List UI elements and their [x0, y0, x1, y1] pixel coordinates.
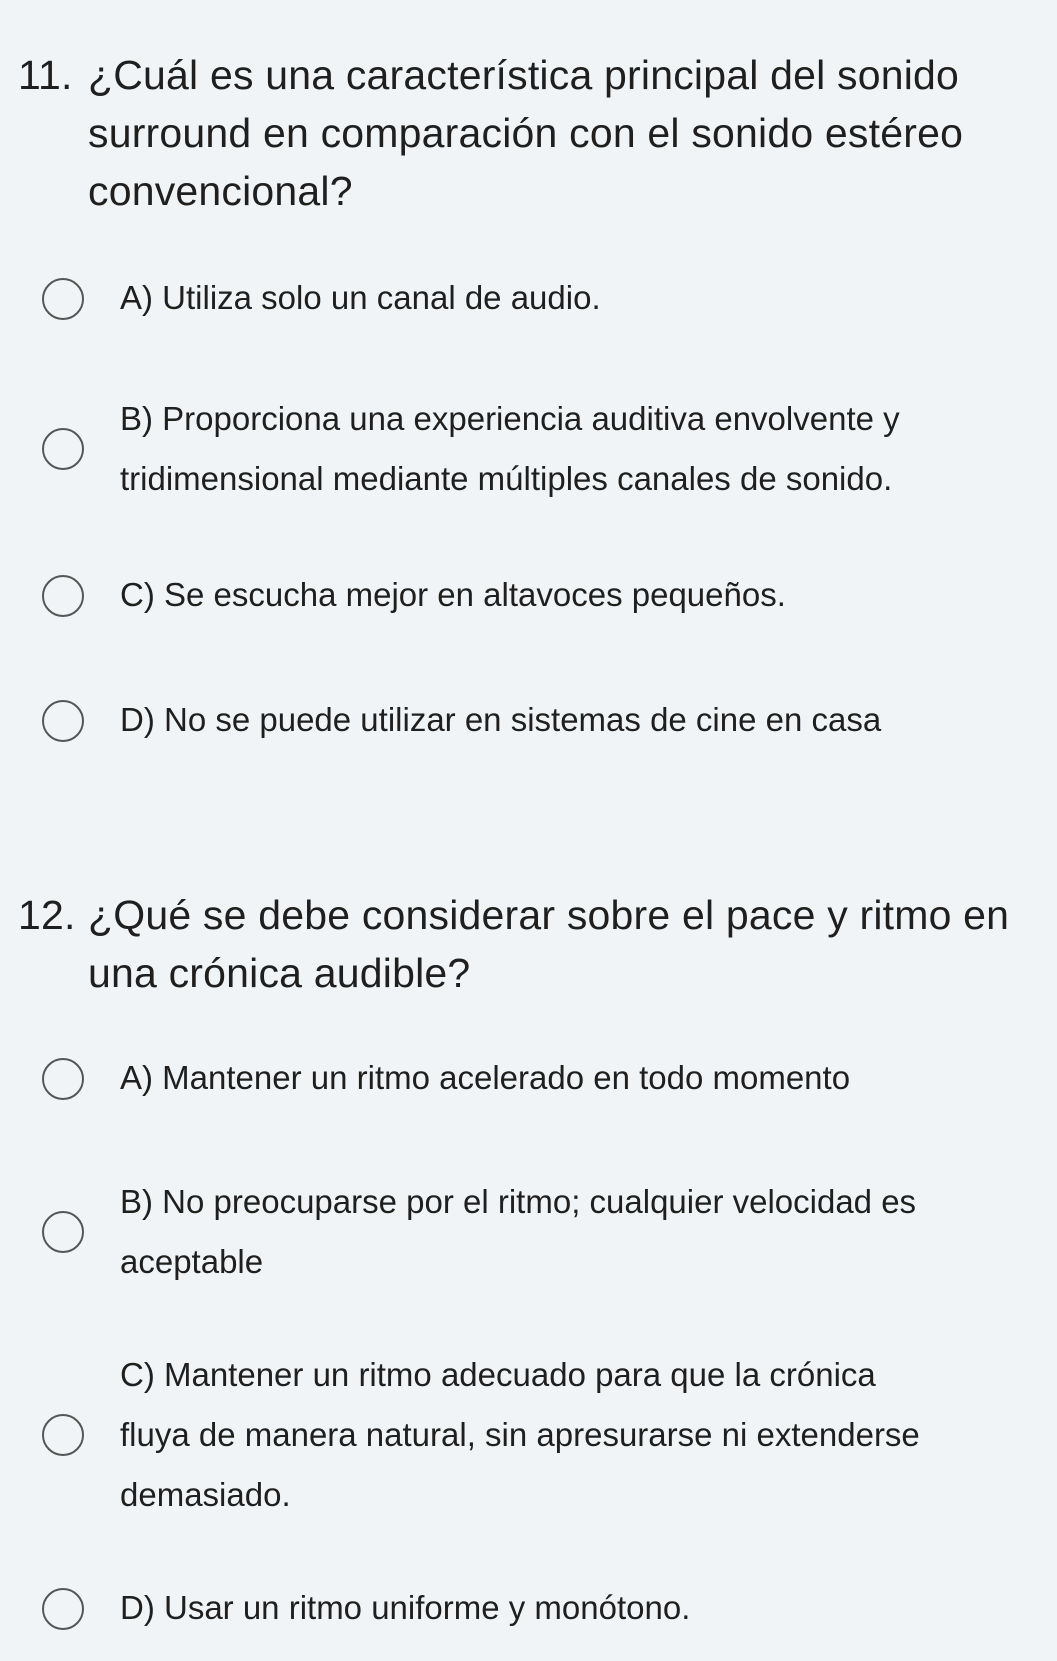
- question-title-line: ¿Cuál es una característica principal del sonido: [88, 52, 960, 98]
- option-label: C) Se escucha mejor en altavoces pequeños.: [120, 576, 786, 613]
- question-title-line: ¿Qué se debe considerar sobre el pace y ritmo en: [88, 892, 1010, 938]
- question-12-title: [18, 886, 1048, 1002]
- radio-button[interactable]: [42, 575, 84, 617]
- question-title-line: una crónica audible?: [88, 950, 471, 996]
- option-label: A) Utiliza solo un canal de audio.: [120, 279, 601, 316]
- question-number: 12.: [18, 892, 76, 938]
- radio-button[interactable]: [42, 1414, 84, 1456]
- question-number: 11.: [18, 52, 73, 98]
- option-label: C) Mantener un ritmo adecuado para que la crónica fluya de manera natural, sin apresurarse ni extenderse demasiado.: [120, 1356, 920, 1513]
- radio-button[interactable]: [42, 278, 84, 320]
- question-11-title: [18, 46, 1048, 220]
- radio-button[interactable]: [42, 1058, 84, 1100]
- option-label: A) Mantener un ritmo acelerado en todo momento: [120, 1059, 851, 1096]
- radio-button[interactable]: [42, 1211, 84, 1253]
- radio-button[interactable]: [42, 1588, 84, 1630]
- radio-button[interactable]: [42, 428, 84, 470]
- option-label: D) No se puede utilizar en sistemas de cine en casa: [120, 701, 882, 738]
- radio-button[interactable]: [42, 700, 84, 742]
- question-title-line: surround en comparación con el sonido estéreo: [88, 110, 964, 156]
- option-label: D) Usar un ritmo uniforme y monótono.: [120, 1589, 691, 1626]
- question-title-line: convencional?: [88, 168, 353, 214]
- option-label: B) Proporciona una experiencia auditiva envolvente y tridimensional mediante múltiples canales de sonido.: [120, 400, 900, 497]
- option-label: B) No preocuparse por el ritmo; cualquier velocidad es aceptable: [120, 1183, 917, 1280]
